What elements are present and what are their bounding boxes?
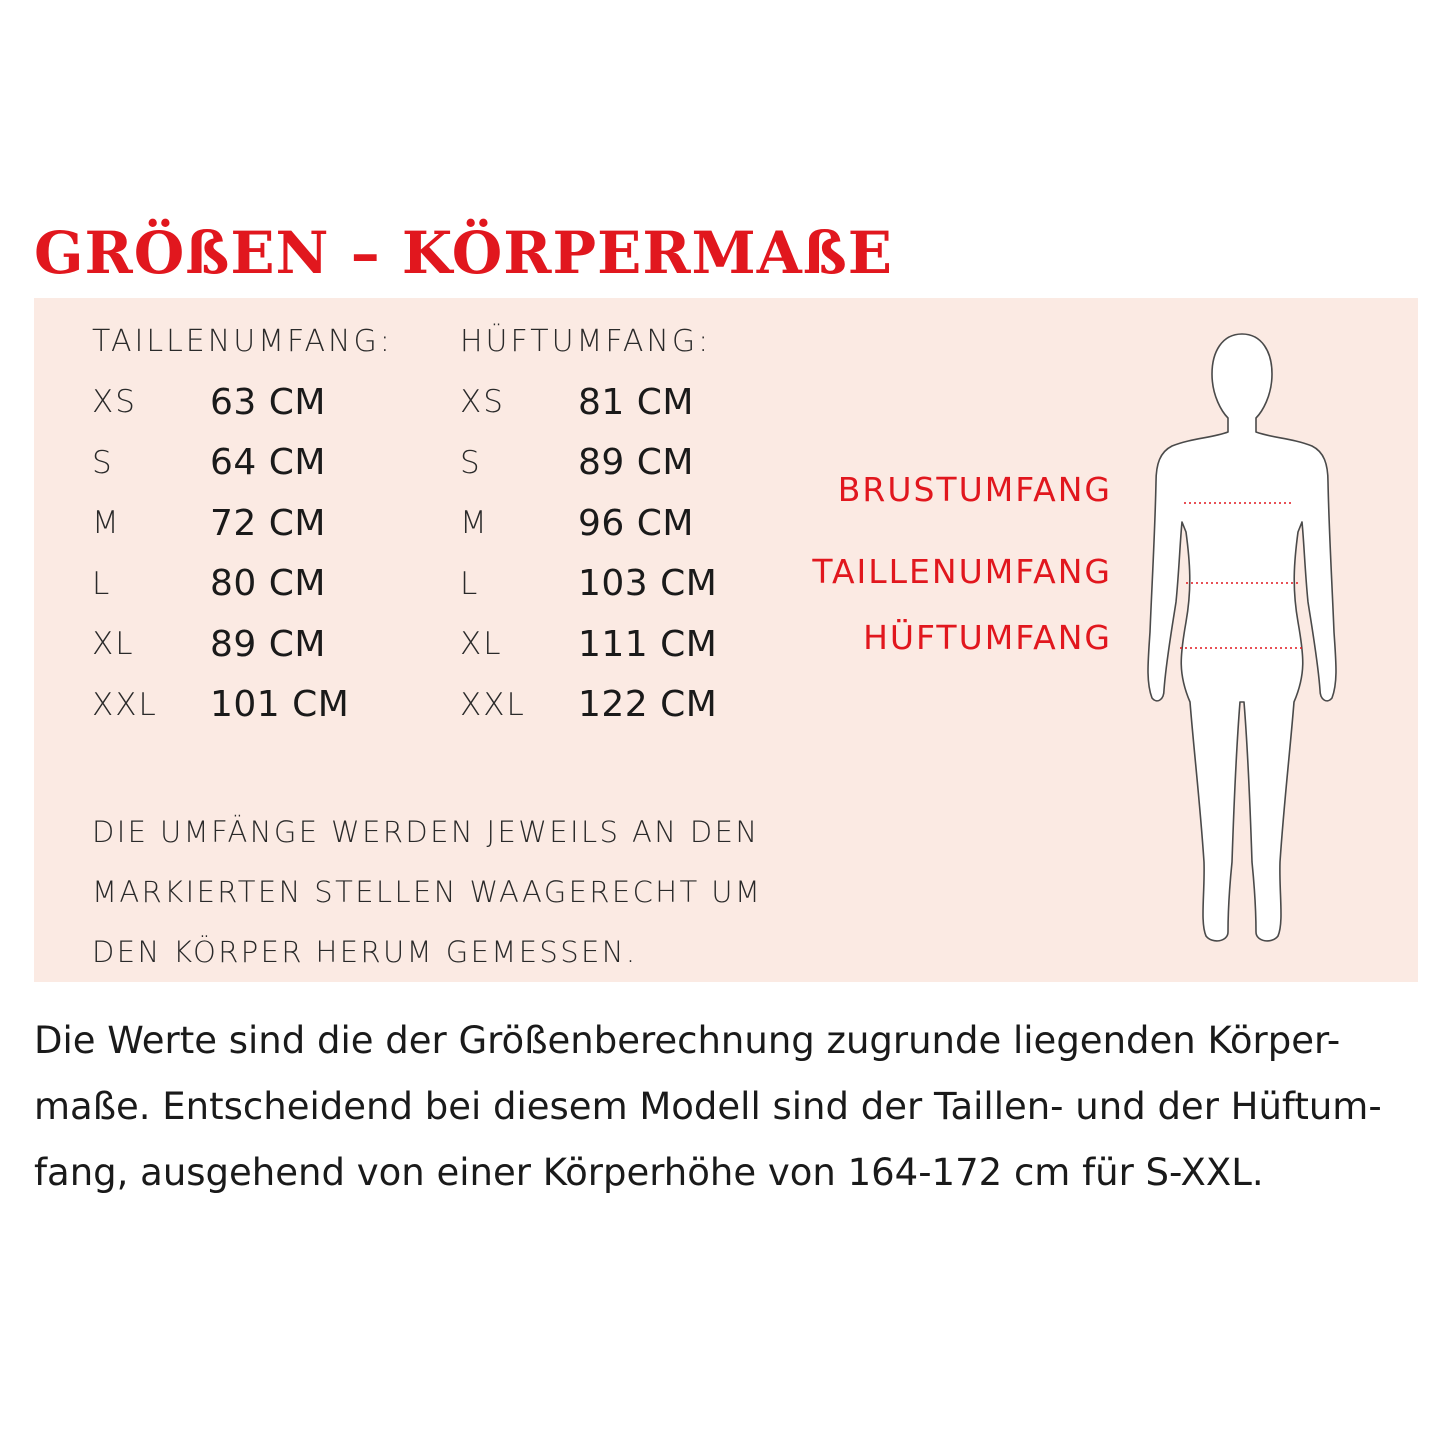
description-line: fang, ausgehend von einer Körperhöhe von 164-172 cm für S-XXL. bbox=[34, 1151, 1264, 1194]
hip-column bbox=[460, 320, 717, 735]
size-value: 103 CM bbox=[578, 563, 718, 605]
size-value: 72 CM bbox=[210, 502, 326, 544]
hip-heading: HÜFTUMFANG: bbox=[460, 324, 712, 359]
size-row bbox=[460, 433, 717, 494]
waist-label: TAILLENUMFANG bbox=[812, 552, 1112, 591]
size-value: 89 CM bbox=[578, 442, 694, 484]
size-value: 80 CM bbox=[210, 563, 326, 605]
waist-heading: TAILLENUMFANG: bbox=[92, 324, 393, 359]
description-line: Die Werte sind die der Größenberechnung zugrunde liegenden Körper- bbox=[34, 1019, 1341, 1062]
size-label: XXL bbox=[460, 686, 526, 723]
description-line: maße. Entscheidend bei diesem Modell sind der Taillen- und der Hüftum- bbox=[34, 1085, 1382, 1128]
size-row bbox=[460, 554, 717, 615]
size-row bbox=[460, 372, 717, 433]
waist-column bbox=[92, 320, 393, 735]
size-value: 89 CM bbox=[210, 623, 326, 665]
size-label: XXL bbox=[92, 686, 158, 723]
size-label: M bbox=[460, 505, 489, 542]
measurement-note bbox=[92, 802, 812, 982]
size-label: XL bbox=[92, 626, 135, 663]
size-row bbox=[92, 493, 393, 554]
size-value: 64 CM bbox=[210, 442, 326, 484]
size-row bbox=[92, 554, 393, 615]
size-row bbox=[92, 433, 393, 494]
note-line: MARKIERTEN STELLEN WAAGERECHT UM bbox=[92, 875, 763, 909]
note-line: DIE UMFÄNGE WERDEN JEWEILS AN DEN bbox=[92, 815, 760, 849]
description-paragraph bbox=[34, 1008, 1424, 1206]
bust-label: BRUSTUMFANG bbox=[837, 470, 1112, 509]
size-label: S bbox=[460, 444, 482, 481]
page-title: GRÖßEN – KÖRPERMAßE bbox=[34, 219, 894, 287]
size-label: XL bbox=[460, 626, 503, 663]
size-row bbox=[92, 372, 393, 433]
size-label: XS bbox=[460, 384, 505, 421]
size-value: 122 CM bbox=[578, 684, 718, 726]
size-value: 63 CM bbox=[210, 381, 326, 423]
size-chart-panel bbox=[34, 298, 1418, 982]
size-label: XS bbox=[92, 384, 137, 421]
note-line: DEN KÖRPER HERUM GEMESSEN. bbox=[92, 935, 638, 969]
size-label: L bbox=[92, 565, 112, 602]
size-value: 101 CM bbox=[210, 684, 350, 726]
hip-label: HÜFTUMFANG bbox=[863, 618, 1112, 657]
body-silhouette-icon bbox=[1142, 322, 1342, 942]
size-value: 111 CM bbox=[578, 623, 718, 665]
size-row bbox=[92, 675, 393, 736]
size-value: 96 CM bbox=[578, 502, 694, 544]
size-row bbox=[92, 614, 393, 675]
size-label: L bbox=[460, 565, 480, 602]
size-row bbox=[460, 614, 717, 675]
size-row bbox=[460, 675, 717, 736]
size-value: 81 CM bbox=[578, 381, 694, 423]
size-label: S bbox=[92, 444, 114, 481]
size-row bbox=[460, 493, 717, 554]
size-label: M bbox=[92, 505, 121, 542]
